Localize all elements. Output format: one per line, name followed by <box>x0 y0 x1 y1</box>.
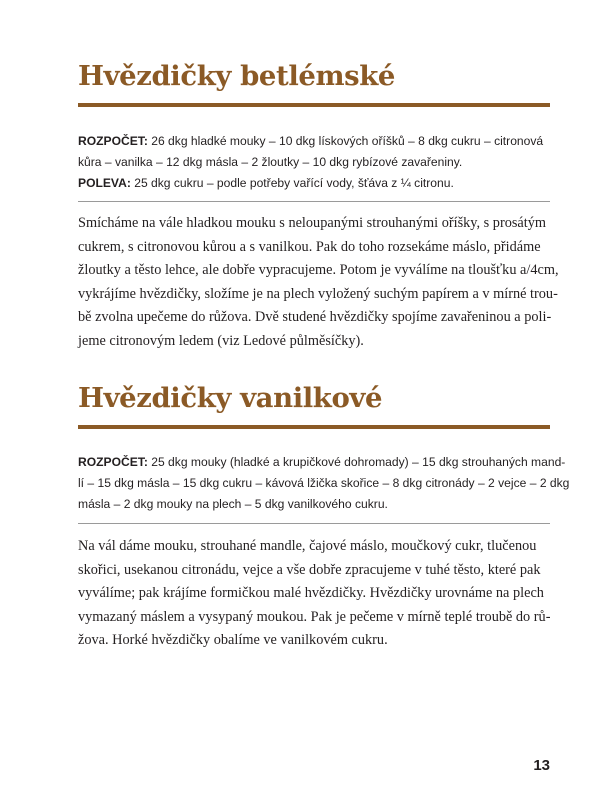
instructions-line: žloutky a těsto lehce, ale dobře vypracujeme. Potom je vyválíme na tloušťku a/4cm, <box>78 262 559 279</box>
recipe-hvezdicky-vanilkove <box>78 378 570 653</box>
section-divider <box>78 523 550 524</box>
ingredients-line <box>78 131 550 152</box>
ingredients-block <box>78 131 550 194</box>
glaze-text: 25 dkg cukru – podle potřeby vařící vody, šťáva z ¼ citronu. <box>130 176 454 190</box>
instructions-line: bě zvolna upečeme do růžova. Dvě studené hvězdičky spojíme zavařeninou a poli- <box>78 309 552 326</box>
page-number: 13 <box>533 757 550 774</box>
ingredients-text: lí – 15 dkg másla – 15 dkg cukru – kávová lžička skořice – 8 dkg citronády – 2 vejce – 2 dkg <box>78 476 570 490</box>
glaze-label: POLEVA: <box>78 176 131 190</box>
title-divider <box>78 103 550 107</box>
instructions-line: vyválíme; pak krájíme formičkou malé hvězdičky. Hvězdičky urovnáme na plech <box>78 585 544 602</box>
ingredients-line <box>78 452 566 473</box>
ingredients-line <box>78 152 550 173</box>
ingredients-text: másla – 2 dkg mouky na plech – 5 dkg vanilkového cukru. <box>78 497 388 511</box>
recipe-title: Hvězdičky vanilkové <box>78 382 383 414</box>
title-divider <box>78 425 550 429</box>
instructions-line: skořici, usekanou citronádu, vejce a vše dobře zpracujeme v tuhé těsto, které pak <box>78 561 541 578</box>
recipe-hvezdicky-betlemske <box>78 56 559 354</box>
instructions-line: Na vál dáme mouku, strouhané mandle, čajové máslo, moučkový cukr, tlučenou <box>78 538 537 554</box>
instructions-block <box>78 535 550 653</box>
ingredients-text: kůra – vanilka – 12 dkg másla – 2 žloutky – 10 dkg rybízové zavařeniny. <box>78 155 463 169</box>
ingredients-line <box>78 473 570 494</box>
ingredients-line <box>78 494 550 515</box>
ingredients-block <box>78 452 570 515</box>
ingredients-line <box>78 173 550 194</box>
instructions-line: vykrájíme hvězdičky, složíme je na plech vyložený suchým papírem a v mírné trou- <box>78 285 558 302</box>
ingredients-label: ROZPOČET: <box>78 455 148 469</box>
instructions-line: vymazaný máslem a vysypaný moukou. Pak je pečeme v mírně teplé troubě do rů- <box>78 608 551 625</box>
ingredients-label: ROZPOČET: <box>78 134 148 148</box>
instructions-line: cukrem, s citronovou kůrou a s vanilkou. Pak do toho rozsekáme máslo, přidáme <box>78 238 541 255</box>
ingredients-text: 26 dkg hladké mouky – 10 dkg lískových oříšků – 8 dkg cukru – citronová <box>147 134 544 148</box>
section-divider <box>78 201 550 202</box>
instructions-line: jeme citronovým ledem (viz Ledové půlměsíčky). <box>78 332 364 349</box>
instructions-line: Smícháme na vále hladkou mouku s neloupanými strouhanými oříšky, s prosátým <box>78 215 547 231</box>
instructions-block <box>78 212 559 354</box>
instructions-line: žova. Horké hvězdičky obalíme ve vanilkovém cukru. <box>78 632 388 649</box>
recipe-title: Hvězdičky betlémské <box>78 60 396 92</box>
ingredients-text: 25 dkg mouky (hladké a krupičkové dohromady) – 15 dkg strouhaných mand- <box>147 455 566 469</box>
